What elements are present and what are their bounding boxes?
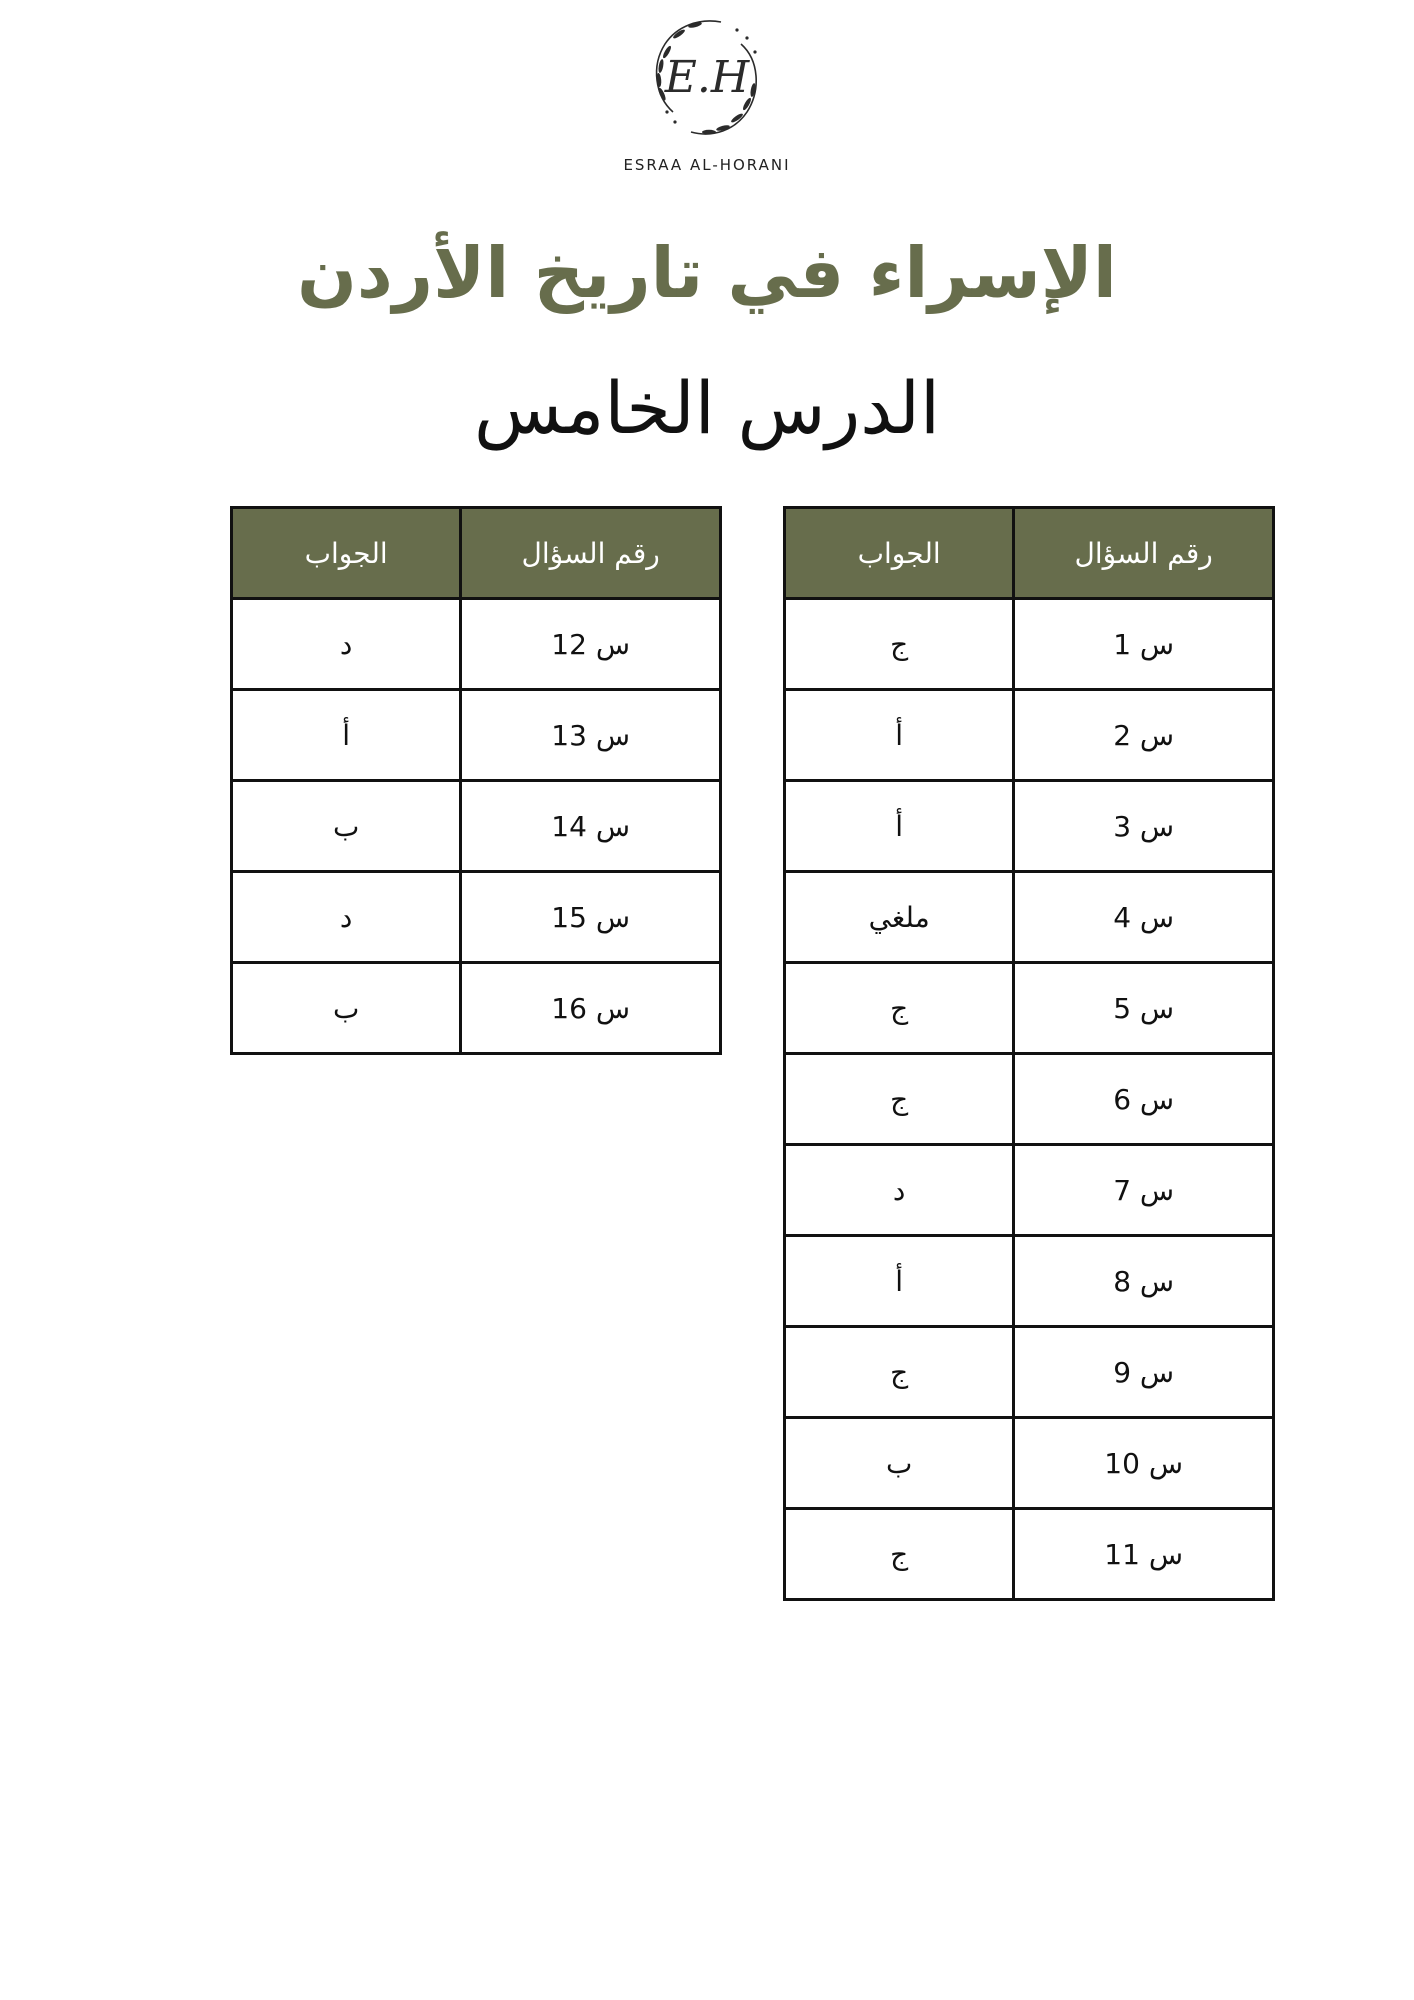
table-row xyxy=(785,1054,1274,1145)
answer-cell: أ xyxy=(232,690,461,781)
table-row xyxy=(785,1236,1274,1327)
answer-cell: ج xyxy=(785,1054,1014,1145)
answer-cell: أ xyxy=(785,690,1014,781)
table-row xyxy=(232,781,721,872)
logo-monogram: E.H xyxy=(664,52,750,103)
table-header-row xyxy=(232,508,721,599)
question-cell: س 6 xyxy=(1014,1054,1274,1145)
question-cell: س 14 xyxy=(461,781,721,872)
question-cell: س 13 xyxy=(461,690,721,781)
column-header-answer: الجواب xyxy=(232,508,461,599)
table-header-row xyxy=(785,508,1274,599)
question-cell: س 5 xyxy=(1014,963,1274,1054)
column-header-answer: الجواب xyxy=(785,508,1014,599)
table-row xyxy=(232,963,721,1054)
table-row xyxy=(785,872,1274,963)
answer-cell: د xyxy=(232,599,461,690)
question-cell: س 8 xyxy=(1014,1236,1274,1327)
table-row xyxy=(785,963,1274,1054)
answer-cell: ب xyxy=(785,1418,1014,1509)
table-row xyxy=(785,1327,1274,1418)
answer-cell: ب xyxy=(232,781,461,872)
column-header-question: رقم السؤال xyxy=(1014,508,1274,599)
answers-table-1 xyxy=(783,506,1275,1601)
question-cell: س 12 xyxy=(461,599,721,690)
table-row xyxy=(232,690,721,781)
answer-cell: د xyxy=(232,872,461,963)
table-row xyxy=(232,872,721,963)
table-row xyxy=(785,1509,1274,1600)
question-cell: س 4 xyxy=(1014,872,1274,963)
table-row xyxy=(785,690,1274,781)
answer-cell: ج xyxy=(785,1327,1014,1418)
answer-cell: ج xyxy=(785,963,1014,1054)
page-subtitle: الدرس الخامس xyxy=(474,366,940,450)
question-cell: س 11 xyxy=(1014,1509,1274,1600)
table-row xyxy=(785,1145,1274,1236)
column-header-question: رقم السؤال xyxy=(461,508,721,599)
question-cell: س 1 xyxy=(1014,599,1274,690)
brand-name: ESRAA AL-HORANI xyxy=(623,156,791,174)
question-cell: س 9 xyxy=(1014,1327,1274,1418)
answer-cell: ج xyxy=(785,1509,1014,1600)
answer-cell: ملغي xyxy=(785,872,1014,963)
table-row xyxy=(785,599,1274,690)
page-title: الإسراء في تاريخ الأردن xyxy=(297,232,1117,314)
question-cell: س 2 xyxy=(1014,690,1274,781)
answer-cell: د xyxy=(785,1145,1014,1236)
question-cell: س 16 xyxy=(461,963,721,1054)
answer-cell: أ xyxy=(785,781,1014,872)
question-cell: س 7 xyxy=(1014,1145,1274,1236)
answer-cell: ب xyxy=(232,963,461,1054)
answer-cell: ج xyxy=(785,599,1014,690)
table-row xyxy=(785,1418,1274,1509)
brand-logo xyxy=(637,8,777,148)
table-row xyxy=(232,599,721,690)
answer-cell: أ xyxy=(785,1236,1014,1327)
answers-table-2 xyxy=(230,506,722,1055)
question-cell: س 10 xyxy=(1014,1418,1274,1509)
question-cell: س 3 xyxy=(1014,781,1274,872)
question-cell: س 15 xyxy=(461,872,721,963)
table-row xyxy=(785,781,1274,872)
